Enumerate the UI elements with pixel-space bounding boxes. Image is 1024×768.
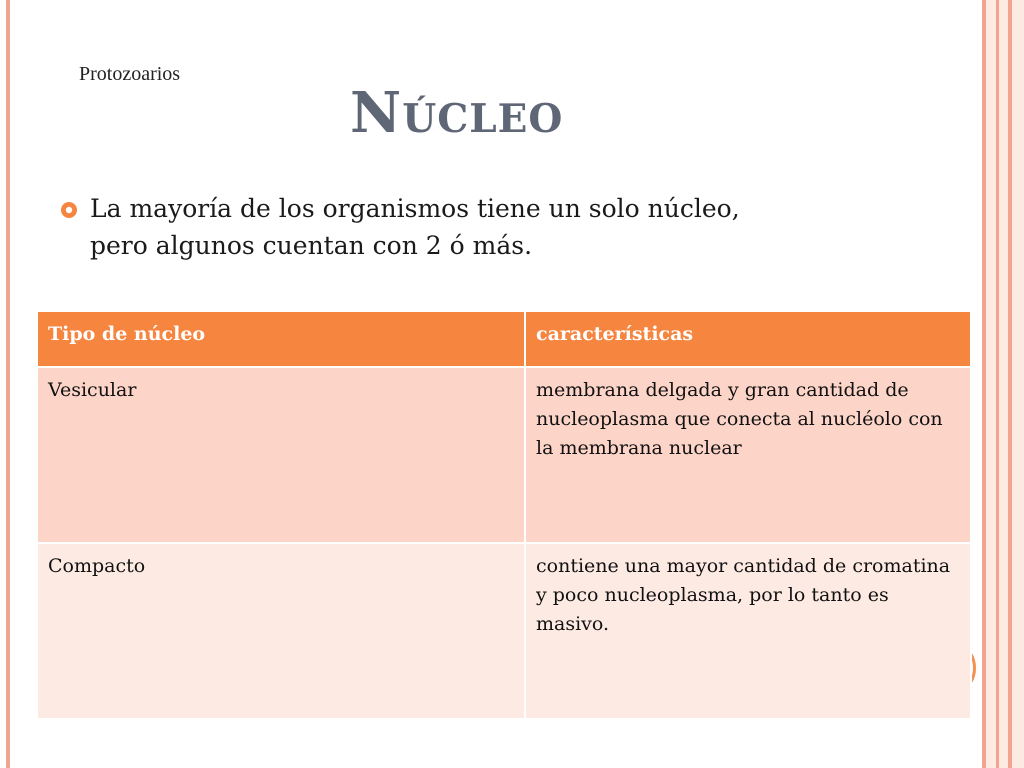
slide-title: Núcleo (350, 80, 564, 146)
table-row (37, 367, 971, 543)
table-row (37, 543, 971, 719)
slide-left-border (6, 0, 10, 768)
table-header-type: Tipo de núcleo (37, 311, 525, 367)
table-cell-type: Vesicular (37, 367, 525, 543)
table-header-row (37, 311, 971, 367)
table-cell-characteristics: contiene una mayor cantidad de cromatina y poco nucleoplasma, por lo tanto es masivo. (525, 543, 971, 719)
bullet-text: La mayoría de los organismos tiene un solo núcleo, pero algunos cuentan con 2 ó más. (90, 194, 740, 260)
table-cell-type: Compacto (37, 543, 525, 719)
bullet-gear-icon (60, 201, 78, 219)
table-header-characteristics: características (525, 311, 971, 367)
header-label: Protozoarios (79, 63, 181, 85)
nucleus-types-table (36, 310, 972, 720)
bullet-item (60, 190, 790, 264)
table-cell-characteristics: membrana delgada y gran cantidad de nucleoplasma que conecta al nucléolo con la membrana nuclear (525, 367, 971, 543)
slide-right-border (980, 0, 1024, 768)
